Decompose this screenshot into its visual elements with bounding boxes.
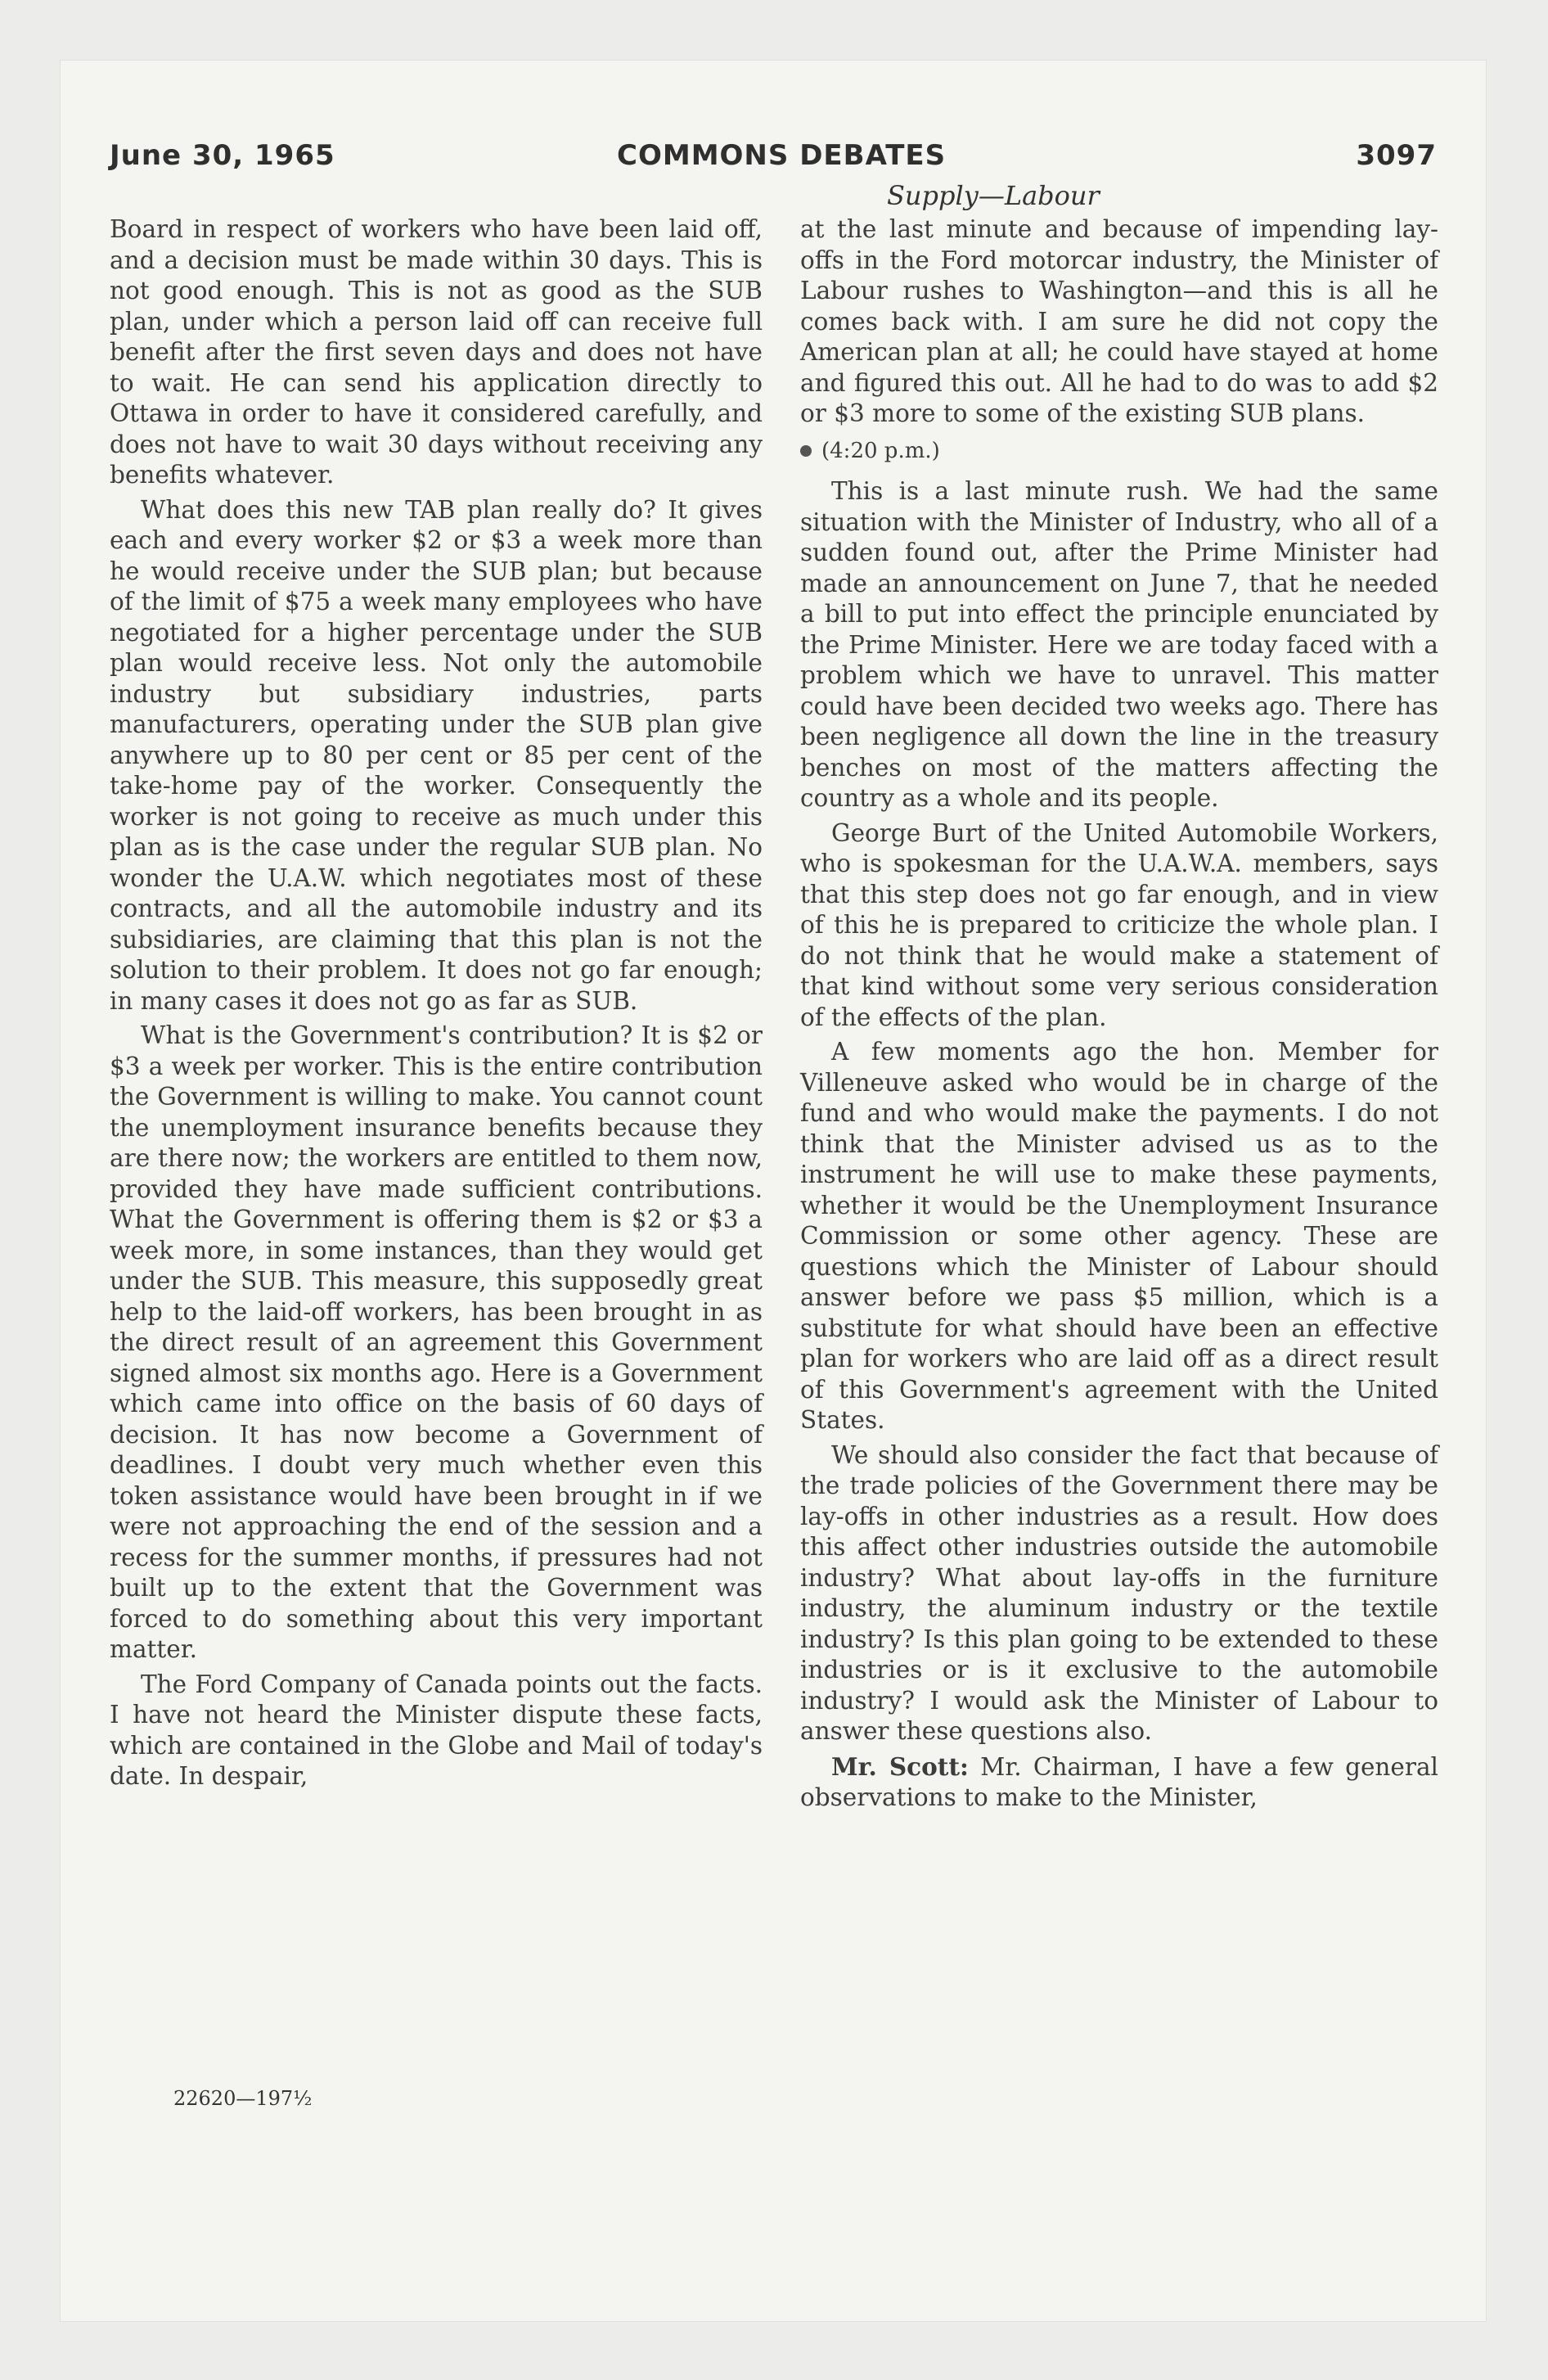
paragraph: at the last minute and because of impending lay-offs in the Ford motorcar industry, the Minister of Labour rushes to Washington—and this is all he comes back with. I am sure he did not copy the American plan at all; he could have stayed at home and figured this out. All he had to do was to add $2 or $3 more to some of the existing SUB plans. bbox=[800, 215, 1438, 427]
paragraph: This is a last minute rush. We had the same situation with the Minister of Industry, who all of a sudden found out, after the Prime Minister had made an announcement on June 7, that he needed a bill to put into effect the principle enunciated by the Prime Minister. Here we are today faced with a problem which we have to unravel. This matter could have been decided two weeks ago. There has been negligence all down the line in the treasury benches on most of the matters affecting the country as a whole and its people. bbox=[800, 477, 1438, 812]
paragraph: George Burt of the United Automobile Workers, who is spokesman for the U.A.W.A. members, says that this step does not go far enough, and in view of this he is prepared to criticize the whole plan. I do not think that he would make a statement of that kind without some very serious consideration of the effects of the plan. bbox=[800, 818, 1438, 1031]
paragraph: The Ford Company of Canada points out the facts. I have not heard the Minister dispute these facts, which are contained in the Globe and Mail of today's date. In despair, bbox=[110, 1670, 763, 1790]
paragraph: We should also consider the fact that because of the trade policies of the Government there may be lay-offs in other industries as a result. How does this affect other industries outside the automobile industry? What about lay-offs in the furniture industry, the aluminum industry or the textile industry? Is this plan going to be extended to these industries or is it exclusive to the automobile industry? I would ask the Minister of Labour to answer these questions also. bbox=[800, 1440, 1438, 1745]
speaker-name: Mr. Scott: bbox=[831, 1751, 969, 1781]
time-marker bbox=[800, 436, 1438, 467]
time-marker-text: (4:20 p.m.) bbox=[821, 438, 940, 463]
header-page-number: 3097 bbox=[1356, 139, 1437, 172]
header-date: June 30, 1965 bbox=[110, 139, 335, 172]
speaker-paragraph bbox=[800, 1751, 1438, 1814]
left-column bbox=[110, 214, 763, 1796]
header-title: COMMONS DEBATES bbox=[617, 139, 947, 172]
footer-code: 22620—197½ bbox=[173, 2087, 313, 2110]
section-subheading: Supply—Labour bbox=[887, 180, 1100, 211]
paragraph: Board in respect of workers who have been laid off, and a decision must be made within 30 days. This is not good enough. This is not as good as the SUB plan, under which a person laid off can receive full benefit after the first seven days and does not have to wait. He can send his application directly to Ottawa in order to have it considered carefully, and does not have to wait 30 days without receiving any benefits whatever. bbox=[110, 215, 763, 489]
paragraph: What does this new TAB plan really do? It gives each and every worker $2 or $3 a week more than he would receive under the SUB plan; but because of the limit of $75 a week many employees who have negotiated for a higher percentage under the SUB plan would receive less. Not only the automobile industry but subsidiary industries, parts manufacturers, operating under the SUB plan give anywhere up to 80 per cent or 85 per cent of the take-home pay of the worker. Consequently the worker is not going to receive as much under this plan as is the case under the regular SUB plan. No wonder the U.A.W. which negotiates most of these contracts, and all the automobile industry and its subsidiaries, are claiming that this plan is not the solution to their problem. It does not go far enough; in many cases it does not go as far as SUB. bbox=[110, 495, 763, 1015]
bullet-icon bbox=[800, 445, 812, 457]
paragraph: What is the Government's contribution? It is $2 or $3 a week per worker. This is the entire contribution the Government is willing to make. You cannot count the unemployment insurance benefits because they are there now; the workers are entitled to them now, provided they have made sufficient contributions. What the Government is offering them is $2 or $3 a week more, in some instances, than they would get under the SUB. This measure, this supposedly great help to the laid-off workers, has been brought in as the direct result of an agreement this Government signed almost six months ago. Here is a Government which came into office on the basis of 60 days of decision. It has now become a Government of deadlines. I doubt very much whether even this token assistance would have been brought in if we were not approaching the end of the session and a recess for the summer months, if pressures had not built up to the extent that the Government was forced to do something about this very important matter. bbox=[110, 1021, 763, 1663]
paragraph: A few moments ago the hon. Member for Villeneuve asked who would be in charge of the fund and who would make the payments. I do not think that the Minister advised us as to the instrument he will use to make these payments, whether it would be the Unemployment Insurance Commission or some other agency. These are questions which the Minister of Labour should answer before we pass $5 million, which is a substitute for what should have been an effective plan for workers who are laid off as a direct result of this Government's agreement with the United States. bbox=[800, 1038, 1438, 1434]
speaker-text: Mr. Chairman, I have a few general observations to make to the Minister, bbox=[800, 1752, 1438, 1811]
right-column bbox=[800, 214, 1438, 1818]
document-page bbox=[61, 61, 1486, 2321]
